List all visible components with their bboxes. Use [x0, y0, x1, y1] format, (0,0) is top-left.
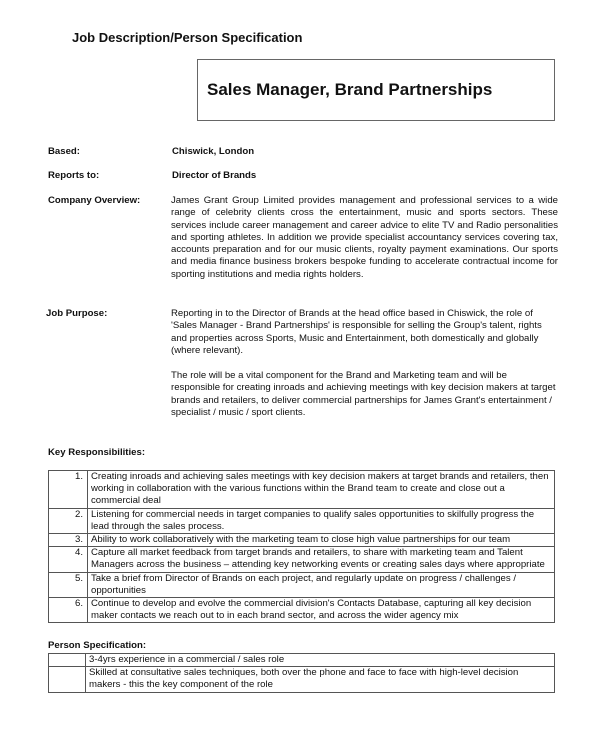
item-text: Continue to develop and evolve the commercial division's Contacts Database, capturing all key decision maker contacts we reach out to in each brand sector, and across the wider agency mix [88, 598, 555, 623]
table-row [49, 471, 555, 509]
item-number: 3. [49, 534, 88, 547]
job-title: Sales Manager, Brand Partnerships [207, 80, 493, 99]
job-purpose-text-1: Reporting in to the Director of Brands at the head office based in Chiswick, the role of 'Sales Manager - Brand Partnerships' is responsible for selling the Group's talent, rights and properties across Sports, Music and Entertainment, both domestically and globally (where relevant). [171, 308, 542, 357]
person-specification-heading: Person Specification: [48, 640, 147, 651]
item-text: Creating inroads and achieving sales meetings with key decision makers at target brands and retailers, then working in collaboration with the various functions within the Brand team to create and close out a commercial deal [88, 471, 555, 509]
item-text: Ability to work collaboratively with the marketing team to close high value partnerships for our team [88, 534, 555, 547]
item-number: 1. [49, 471, 88, 509]
table-row [49, 534, 555, 547]
item-text: Take a brief from Director of Brands on each project, and regularly update on progress / challenges / opportunities [88, 572, 555, 597]
document-type-header: Job Description/Person Specification [72, 30, 303, 45]
reports-to-value: Director of Brands [172, 170, 257, 181]
person-specification-table [48, 653, 555, 693]
based-label: Based: [48, 146, 80, 157]
item-number: 6. [49, 598, 88, 623]
blank-cell [49, 654, 86, 667]
item-text: Capture all market feedback from target brands and retailers, to share with marketing team and Talent Managers across the business – attending key networking events or creating sales days where appropriate [88, 547, 555, 572]
based-value: Chiswick, London [172, 146, 255, 157]
table-row [49, 572, 555, 597]
responsibilities-table [48, 470, 555, 623]
item-text: Listening for commercial needs in target companies to qualify sales opportunities to skilfully progress the lead through the sales process. [88, 508, 555, 533]
table-row [49, 654, 555, 667]
company-overview-label: Company Overview: [48, 195, 141, 206]
table-row [49, 667, 555, 692]
reports-to-label: Reports to: [48, 170, 100, 181]
item-number: 5. [49, 572, 88, 597]
blank-cell [49, 667, 86, 692]
spec-item-text: Skilled at consultative sales techniques, both over the phone and face to face with high-level decision makers - this the key component of the role [86, 667, 555, 692]
item-number: 2. [49, 508, 88, 533]
table-row [49, 508, 555, 533]
spec-item-text: 3-4yrs experience in a commercial / sales role [86, 654, 555, 667]
table-row [49, 598, 555, 623]
job-purpose-text-2: The role will be a vital component for the Brand and Marketing team and will be responsible for creating inroads and achieving meetings with key decision makers at target brands and retailers, to deliver commercial partnerships for James Grant's entertainment / specialist / music / sport clients. [171, 370, 556, 419]
table-row [49, 547, 555, 572]
company-overview-text: James Grant Group Limited provides management and professional services to a wide range of celebrity clients cross the entertainment, music and sports sectors. These services include career management and career advice to elite TV and Radio personalities and sporting athletes. In addition we provide specialist accountancy services covering tax, accounts preparation and for our music clients, royalty payment examinations. Our sports and media finance business brokers bespoke funding to accelerate contractual income for sporting institutions and media rights holders. [171, 195, 558, 280]
item-number: 4. [49, 547, 88, 572]
job-purpose-label: Job Purpose: [46, 308, 108, 319]
key-responsibilities-heading: Key Responsibilities: [48, 447, 146, 458]
job-title-box [197, 59, 555, 121]
